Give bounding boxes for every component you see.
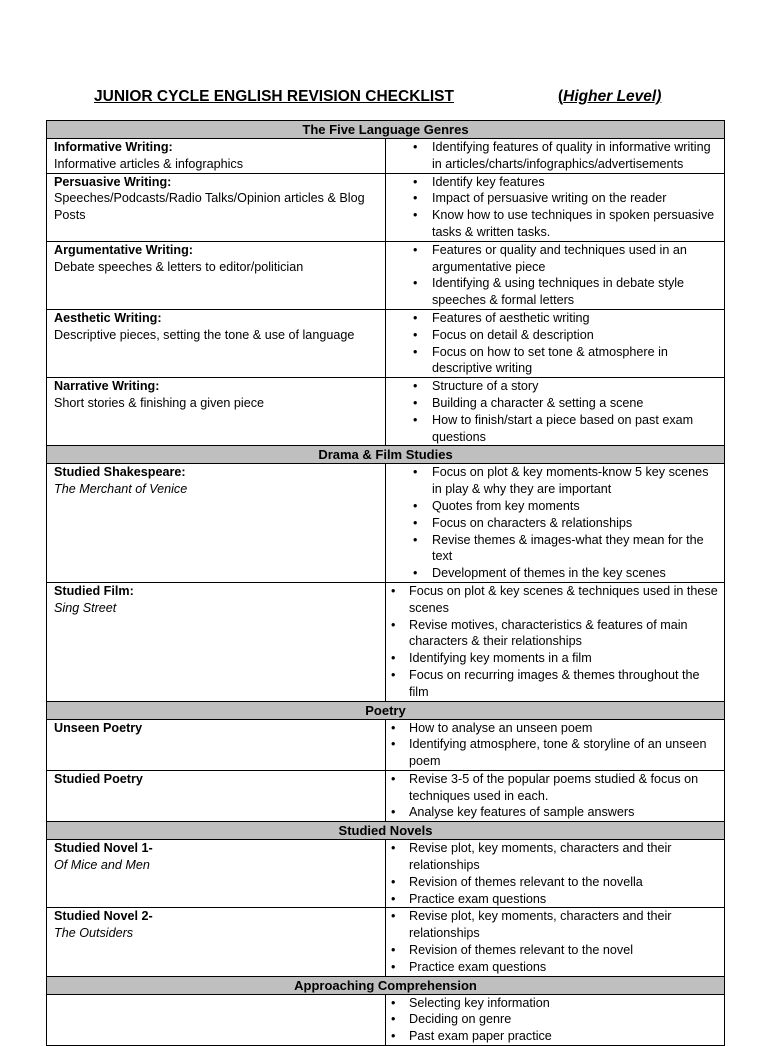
row-description: The Merchant of Venice — [54, 482, 188, 497]
row-label: Studied Novel 2- — [54, 909, 153, 924]
list-item: • Identifying features of quality in informative writing in articles/charts/infographics/advertisements — [386, 139, 721, 173]
list-item: • Impact of persuasive writing on the reader — [386, 190, 721, 207]
list-item: • How to finish/start a piece based on past exam questions — [386, 412, 721, 446]
table-row — [47, 173, 725, 241]
row-label-cell — [47, 770, 386, 821]
row-label: Persuasive Writing: — [54, 174, 172, 189]
list-item: • Revision of themes relevant to the novel — [386, 942, 721, 959]
list-item: • Features of aesthetic writing — [386, 310, 721, 327]
list-item: • Focus on detail & description — [386, 327, 721, 344]
row-label: Studied Shakespeare: — [54, 465, 186, 480]
row-label-cell — [47, 908, 386, 976]
row-items-cell — [386, 582, 725, 701]
document-title — [94, 88, 694, 110]
list-item: • Selecting key information — [386, 995, 721, 1012]
row-label: Informative Writing: — [54, 140, 173, 154]
list-item: • Building a character & setting a scene — [386, 395, 721, 412]
row-items-cell — [386, 464, 725, 583]
list-item: • Revise plot, key moments, characters and their relationships — [386, 908, 721, 942]
title-level: (Higher Level) — [558, 88, 662, 105]
row-items-cell — [386, 994, 725, 1045]
list-item: • Analyse key features of sample answers — [386, 804, 721, 821]
row-label-cell — [47, 719, 386, 770]
list-item: • Features or quality and techniques used in an argumentative piece — [386, 242, 721, 276]
list-item: • Quotes from key moments — [386, 498, 721, 515]
table-row — [47, 582, 725, 701]
row-label: Studied Film: — [54, 583, 134, 598]
row-items-cell — [386, 719, 725, 770]
row-description: The Outsiders — [54, 926, 134, 941]
row-items-cell — [386, 908, 725, 976]
list-item: • Focus on characters & relationships — [386, 515, 721, 532]
row-items-cell — [386, 840, 725, 908]
section-header-text: The Five Language Genres — [47, 121, 725, 139]
list-item: • Revise themes & images-what they mean for the text — [386, 532, 721, 566]
list-item: • Revise plot, key moments, characters and their relationships — [386, 840, 721, 874]
title-main: JUNIOR CYCLE ENGLISH REVISION CHECKLIST — [94, 88, 454, 105]
table-row — [47, 908, 725, 976]
table-row — [47, 309, 725, 377]
row-label-cell — [47, 464, 386, 583]
row-items-cell — [386, 173, 725, 241]
row-label-cell — [47, 840, 386, 908]
row-label: Studied Novel 1- — [54, 841, 153, 856]
table-row — [47, 719, 725, 770]
list-item: • Know how to use techniques in spoken persuasive tasks & written tasks. — [386, 207, 721, 241]
list-item: • Identifying & using techniques in debate style speeches & formal letters — [386, 275, 721, 309]
row-description: Debate speeches & letters to editor/politician — [54, 259, 304, 274]
row-items-cell — [386, 309, 725, 377]
list-item: • Practice exam questions — [386, 959, 721, 976]
list-item: • Revise motives, characteristics & features of main characters & their relationships — [386, 617, 721, 651]
list-item: • Revision of themes relevant to the novella — [386, 874, 721, 891]
table-row — [47, 464, 725, 583]
list-item: • Focus on recurring images & themes throughout the film — [386, 667, 721, 701]
row-description: Informative articles & infographics — [54, 156, 243, 171]
table-row — [47, 770, 725, 821]
row-description: Speeches/Podcasts/Radio Talks/Opinion articles & Blog Posts — [54, 191, 365, 223]
list-item: • How to analyse an unseen poem — [386, 720, 721, 737]
list-item: • Focus on plot & key moments-know 5 key scenes in play & why they are important — [386, 464, 721, 498]
section-header-text: Studied Novels — [47, 822, 725, 840]
row-description: Sing Street — [54, 600, 117, 615]
section-header-comprehension — [47, 976, 725, 994]
list-item: • Practice exam questions — [386, 891, 721, 908]
row-label-cell — [47, 139, 386, 174]
list-item: • Structure of a story — [386, 378, 721, 395]
row-description: Short stories & finishing a given piece — [54, 395, 265, 410]
table-row — [47, 139, 725, 174]
section-header-text: Poetry — [47, 701, 725, 719]
list-item: • Identify key features — [386, 174, 721, 191]
section-header-text: Drama & Film Studies — [47, 446, 725, 464]
table-row — [47, 994, 725, 1045]
list-item: • Development of themes in the key scenes — [386, 565, 721, 582]
row-label: Unseen Poetry — [54, 720, 143, 735]
list-item: • Focus on how to set tone & atmosphere in descriptive writing — [386, 344, 721, 378]
row-description: Descriptive pieces, setting the tone & use of language — [54, 327, 355, 342]
table-row — [47, 840, 725, 908]
section-header-drama — [47, 446, 725, 464]
row-items-cell — [386, 139, 725, 174]
row-label-cell — [47, 994, 386, 1045]
row-label-cell — [47, 241, 386, 309]
row-label: Studied Poetry — [54, 771, 143, 786]
row-label: Argumentative Writing: — [54, 242, 194, 257]
row-label: Aesthetic Writing: — [54, 310, 162, 325]
row-label-cell — [47, 582, 386, 701]
revision-checklist-table — [46, 120, 725, 1046]
list-item: • Past exam paper practice — [386, 1028, 721, 1045]
list-item: • Deciding on genre — [386, 1011, 721, 1028]
row-label-cell — [47, 309, 386, 377]
row-label-cell — [47, 173, 386, 241]
row-description: Of Mice and Men — [54, 858, 150, 873]
table-row — [47, 241, 725, 309]
section-header-poetry — [47, 701, 725, 719]
row-label-cell — [47, 378, 386, 446]
row-items-cell — [386, 378, 725, 446]
section-header-novels — [47, 822, 725, 840]
row-items-cell — [386, 770, 725, 821]
section-header-genres — [47, 121, 725, 139]
list-item: • Focus on plot & key scenes & techniques used in these scenes — [386, 583, 721, 617]
section-header-text: Approaching Comprehension — [47, 976, 725, 994]
list-item: • Identifying atmosphere, tone & storyline of an unseen poem — [386, 736, 721, 770]
list-item: • Revise 3-5 of the popular poems studied & focus on techniques used in each. — [386, 771, 721, 805]
row-items-cell — [386, 241, 725, 309]
row-label: Narrative Writing: — [54, 379, 160, 394]
list-item: • Identifying key moments in a film — [386, 650, 721, 667]
table-row — [47, 378, 725, 446]
